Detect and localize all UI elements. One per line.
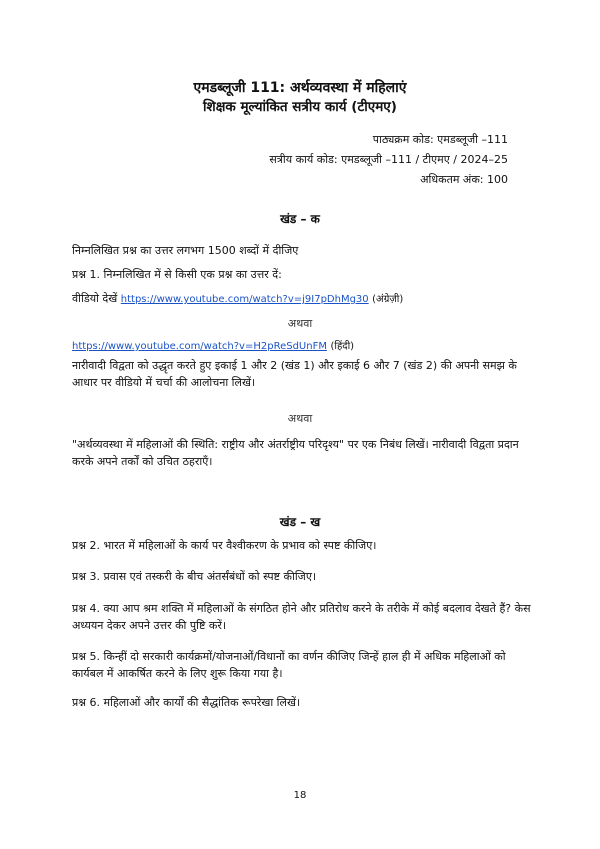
document-title: एमडब्लूजी 111: अर्थव्यवस्था में महिलाएं: [193, 80, 407, 96]
essay-task-text: "अर्थव्यवस्था में महिलाओं की स्थिति: राष्ट्रीय और अंतर्राष्ट्रीय परिदृश्य" पर एक निबंध लिखें। नारीवादी विद्वता प्रदान करके अपने तर्कों को उचित ठहराएँ।: [72, 438, 519, 468]
section-a-instruction: निम्नलिखित प्रश्न का उत्तर लगभग 1500 शब्दों में दीजिए: [72, 244, 299, 257]
assignment-code: सत्रीय कार्य कोड: एमडब्लूजी –111 / टीएमए / 2024–25: [269, 153, 508, 166]
course-code: पाठ्यक्रम कोड: एमडब्लूजी –111: [372, 133, 508, 146]
section-b-heading: खंड – ख: [279, 515, 321, 529]
question-5: प्रश्न 5. किन्हीं दो सरकारी कार्यक्रमों/योजनाओं/विधानों का वर्णन कीजिए जिन्हें हाल ही में अधिक महिलाओं को कार्यबल में आकर्षित करने के लिए शुरू किया गया है।: [72, 650, 506, 680]
question-2: प्रश्न 2. भारत में महिलाओं के कार्य पर वैश्वीकरण के प्रभाव को स्पष्ट कीजिए।: [72, 539, 377, 552]
hindi-video-link[interactable]: https://www.youtube.com/watch?v=H2pReSdUnFM: [72, 341, 327, 352]
or-divider-2: अथवा: [287, 412, 313, 425]
english-video-link[interactable]: https://www.youtube.com/watch?v=j9I7pDhMg30: [120, 294, 369, 305]
english-tag: (अंग्रेज़ी): [372, 294, 404, 305]
max-marks: अधिकतम अंक: 100: [420, 173, 508, 186]
hindi-tag: (हिंदी): [330, 341, 355, 352]
or-divider-1: अथवा: [287, 317, 313, 330]
video-task-text: नारीवादी विद्वता को उद्धृत करते हुए इकाई 1 और 2 (खंड 1) और इकाई 6 और 7 (खंड 2) की अपनी समझ के आधार पर वीडियो में चर्चा की आलोचना लिखें।: [72, 359, 517, 389]
english-video-line: [72, 290, 532, 308]
page-number: 18: [293, 790, 307, 801]
document-subtitle: शिक्षक मूल्यांकित सत्रीय कार्य (टीएमए): [203, 99, 397, 115]
question-1-intro: प्रश्न 1. निम्नलिखित में से किसी एक प्रश्न का उत्तर दें:: [72, 268, 282, 281]
question-4: प्रश्न 4. क्या आप श्रम शक्ति में महिलाओं के संगठित होने और प्रतिरोध करने के तरीके में कोई बदलाव देखते हैं? केस अध्ययन देकर अपने उत्तर की पुष्टि करें।: [72, 602, 531, 632]
question-6: प्रश्न 6. महिलाओं और कार्यों की सैद्धांतिक रूपरेखा लिखें।: [72, 696, 301, 709]
hindi-video-line: [72, 337, 532, 355]
video-prefix: वीडियो देखें: [72, 292, 118, 305]
question-3: प्रश्न 3. प्रवास एवं तस्करी के बीच अंतर्संबंधों को स्पष्ट कीजिए।: [72, 570, 317, 583]
section-a-heading: खंड – क: [280, 212, 320, 226]
